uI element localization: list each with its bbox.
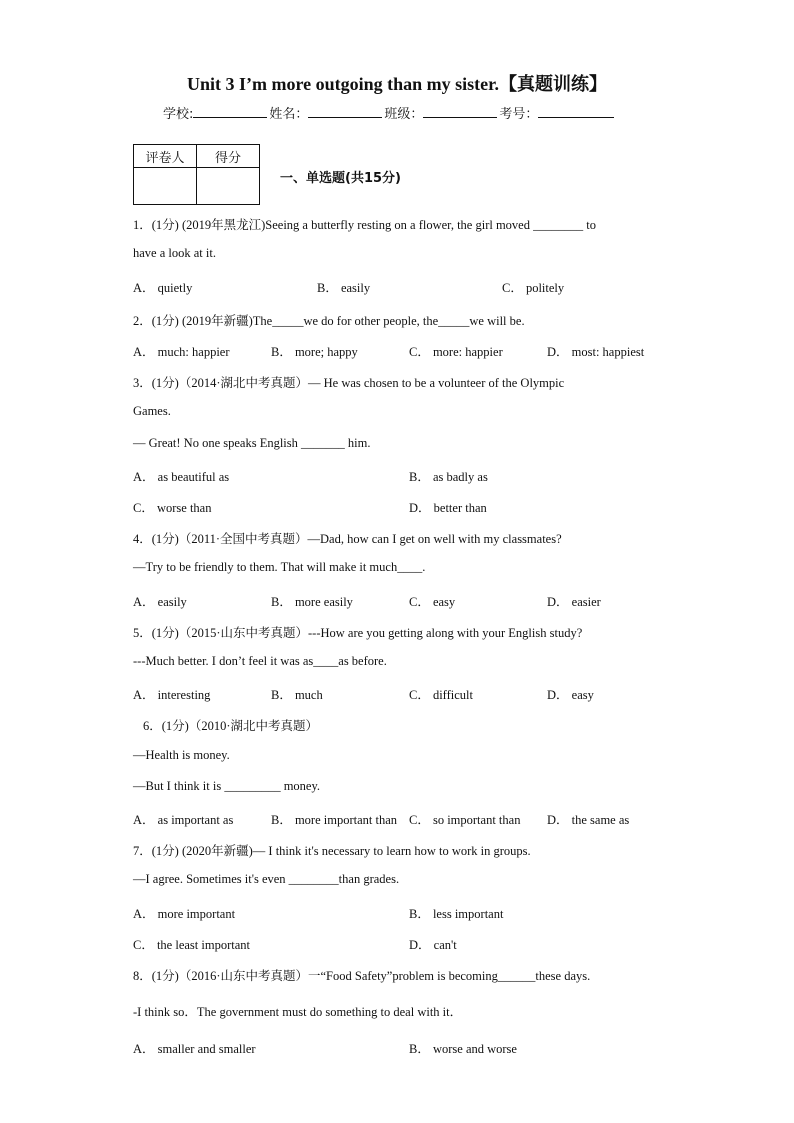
question-1-text: have a look at it. bbox=[133, 246, 216, 260]
question-5-text: 5．(1分)（2015·山东中考真题）---How are you getting along with your English study? bbox=[133, 626, 583, 640]
question-3-option-b[interactable]: B． as badly as bbox=[409, 470, 488, 484]
question-3-option-c[interactable]: C． worse than bbox=[133, 501, 212, 515]
grader-cell bbox=[134, 168, 197, 205]
number-blank[interactable] bbox=[538, 105, 614, 118]
question-5-option-a[interactable]: A． interesting bbox=[133, 688, 211, 702]
question-4-option-c[interactable]: C． easy bbox=[409, 595, 456, 609]
question-6-text: —Health is money. bbox=[133, 748, 230, 762]
question-6-text: 6．(1分)（2010·湖北中考真题） bbox=[143, 719, 318, 733]
question-6-option-a[interactable]: A． as important as bbox=[133, 813, 234, 827]
question-3-text: Games. bbox=[133, 404, 171, 418]
question-8-text: -I think so．The government must do something to deal with it． bbox=[133, 1005, 463, 1019]
school-blank[interactable] bbox=[193, 105, 267, 118]
class-label: 班级： bbox=[384, 107, 424, 122]
question-2-option-b[interactable]: B． more; happy bbox=[271, 345, 358, 359]
question-5-option-d[interactable]: D． easy bbox=[547, 688, 594, 702]
class-blank[interactable] bbox=[423, 105, 497, 118]
question-1-text: 1．(1分) (2019年黑龙江)Seeing a butterfly resting on a flower, the girl moved ________ to bbox=[133, 218, 596, 232]
question-7-text: 7．(1分) (2020年新疆)— I think it's necessary to learn how to work in groups. bbox=[133, 844, 531, 858]
question-1-option-b[interactable]: B． easily bbox=[317, 281, 371, 295]
score-header: 得分 bbox=[197, 145, 260, 168]
question-7-option-d[interactable]: D． can't bbox=[409, 938, 457, 952]
grader-header: 评卷人 bbox=[134, 145, 197, 168]
question-3-text: — Great! No one speaks English _______ him. bbox=[133, 436, 371, 450]
question-8-option-b[interactable]: B． worse and worse bbox=[409, 1042, 517, 1056]
number-label: 考号： bbox=[499, 107, 539, 122]
score-cell bbox=[197, 168, 260, 205]
question-6-option-c[interactable]: C． so important than bbox=[409, 813, 521, 827]
question-3-option-a[interactable]: A． as beautiful as bbox=[133, 470, 230, 484]
question-7-option-a[interactable]: A． more important bbox=[133, 907, 236, 921]
question-3-text: 3．(1分)（2014·湖北中考真题）— He was chosen to be a volunteer of the Olympic bbox=[133, 376, 565, 390]
question-4-option-d[interactable]: D． easier bbox=[547, 595, 601, 609]
score-table bbox=[133, 144, 260, 205]
question-7-text: —I agree. Sometimes it's even ________than grades. bbox=[133, 872, 400, 886]
section-title: 一、单选题(共15分) bbox=[280, 171, 401, 186]
question-8-option-a[interactable]: A． smaller and smaller bbox=[133, 1042, 256, 1056]
question-2-option-d[interactable]: D． most: happiest bbox=[547, 345, 645, 359]
question-2-option-c[interactable]: C． more: happier bbox=[409, 345, 503, 359]
question-4-text: 4．(1分)（2011·全国中考真题）—Dad, how can I get on well with my classmates? bbox=[133, 532, 562, 546]
question-7-option-c[interactable]: C． the least important bbox=[133, 938, 250, 952]
question-2-option-a[interactable]: A． much: happier bbox=[133, 345, 230, 359]
name-blank[interactable] bbox=[308, 105, 382, 118]
question-1-option-c[interactable]: C． politely bbox=[502, 281, 565, 295]
question-4-option-a[interactable]: A． easily bbox=[133, 595, 187, 609]
student-info-row bbox=[163, 103, 616, 122]
question-6-option-b[interactable]: B． more important than bbox=[271, 813, 398, 827]
question-8-text: 8．(1分)（2016·山东中考真题）一“Food Safety”problem is becoming______these days. bbox=[133, 969, 591, 983]
question-5-option-c[interactable]: C． difficult bbox=[409, 688, 474, 702]
question-4-option-b[interactable]: B． more easily bbox=[271, 595, 353, 609]
question-7-option-b[interactable]: B． less important bbox=[409, 907, 504, 921]
school-label: 学校: bbox=[163, 107, 194, 122]
question-5-text: ---Much better. I don’t feel it was as____as before. bbox=[133, 654, 387, 668]
question-6-option-d[interactable]: D． the same as bbox=[547, 813, 630, 827]
question-6-text: —But I think it is _________ money. bbox=[133, 779, 321, 793]
question-3-option-d[interactable]: D． better than bbox=[409, 501, 487, 515]
question-2-text: 2．(1分) (2019年新疆)The_____we do for other people, the_____we will be. bbox=[133, 314, 525, 328]
name-label: 姓名： bbox=[269, 107, 309, 122]
question-1-option-a[interactable]: A． quietly bbox=[133, 281, 193, 295]
question-5-option-b[interactable]: B． much bbox=[271, 688, 323, 702]
question-4-text: —Try to be friendly to them. That will make it much____. bbox=[133, 560, 426, 574]
page-title: Unit 3 I’m more outgoing than my sister.【真题训练】 bbox=[186, 74, 607, 94]
